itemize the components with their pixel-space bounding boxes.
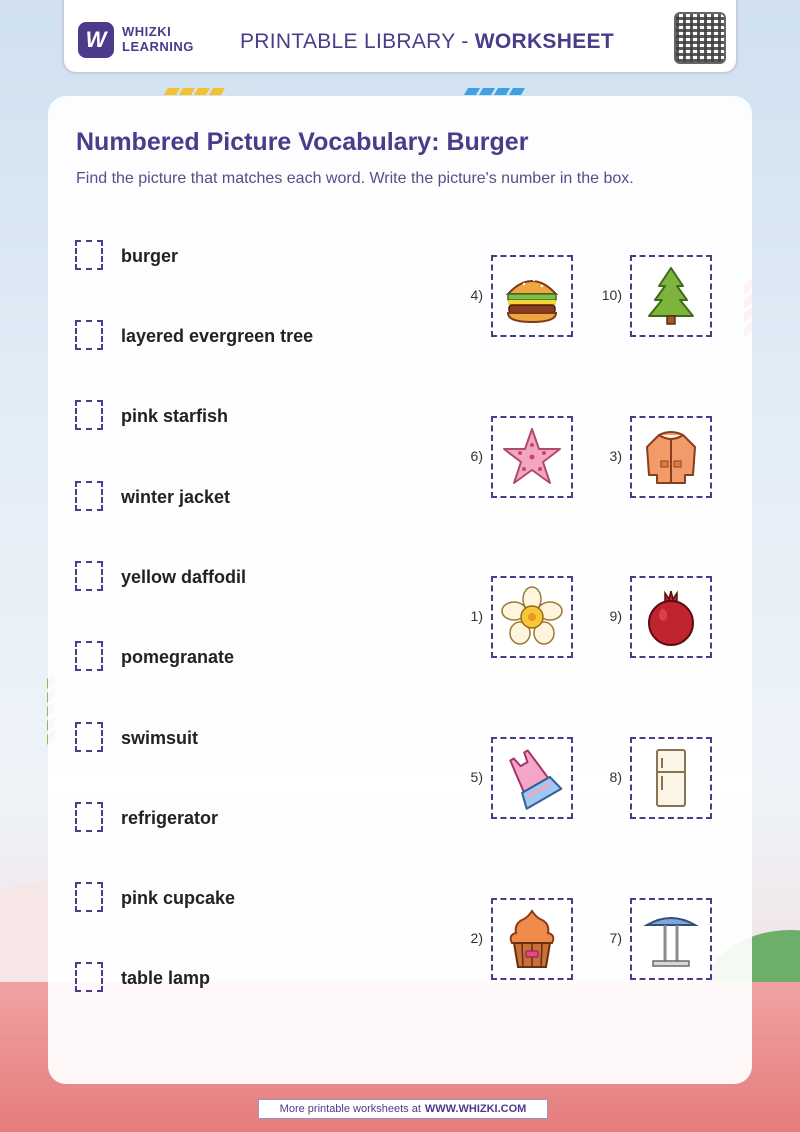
word-label: burger bbox=[121, 246, 179, 266]
answer-box[interactable] bbox=[75, 561, 103, 591]
picture-number: 7) bbox=[609, 930, 622, 946]
picture-card bbox=[470, 255, 573, 337]
swimsuit-icon bbox=[500, 746, 564, 810]
cupcake-icon bbox=[500, 907, 564, 971]
yellow-stripes-decoration bbox=[166, 82, 226, 90]
word-label: yellow daffodil bbox=[121, 567, 247, 587]
word-label: layered evergreen tree bbox=[121, 326, 314, 346]
answer-box[interactable] bbox=[75, 400, 103, 430]
picture-number: 9) bbox=[609, 608, 622, 624]
picture-card bbox=[470, 416, 573, 498]
starfish-icon bbox=[500, 425, 564, 489]
lamp-icon bbox=[639, 907, 703, 971]
picture-card bbox=[609, 416, 712, 498]
picture-number: 6) bbox=[470, 448, 483, 464]
picture-card bbox=[609, 898, 712, 980]
picture-number: 3) bbox=[609, 448, 622, 464]
word-label: pomegranate bbox=[121, 647, 235, 667]
word-label: winter jacket bbox=[121, 487, 231, 507]
picture-card bbox=[470, 898, 573, 980]
picture-card bbox=[609, 737, 712, 819]
answer-box[interactable] bbox=[75, 481, 103, 511]
tree-icon bbox=[639, 264, 703, 328]
daffodil-icon bbox=[500, 585, 564, 649]
picture-number: 2) bbox=[470, 930, 483, 946]
word-label: table lamp bbox=[121, 968, 211, 988]
refrigerator-icon bbox=[639, 746, 703, 810]
picture-number: 8) bbox=[609, 769, 622, 785]
answer-box[interactable] bbox=[75, 320, 103, 350]
brand-name: WHIZKI LEARNING bbox=[122, 24, 194, 54]
header-title: PRINTABLE LIBRARY - WORKSHEET bbox=[240, 30, 614, 53]
picture-number: 10) bbox=[601, 287, 622, 303]
footer-text: More printable worksheets at bbox=[279, 1103, 421, 1115]
worksheet-title: Numbered Picture Vocabulary: Burger bbox=[76, 128, 529, 156]
word-label: swimsuit bbox=[121, 728, 199, 748]
answer-box[interactable] bbox=[75, 722, 103, 752]
word-label: pink starfish bbox=[121, 406, 229, 426]
answer-box[interactable] bbox=[75, 802, 103, 832]
qr-code-icon bbox=[674, 12, 726, 64]
burger-icon bbox=[500, 264, 564, 328]
word-label: refrigerator bbox=[121, 808, 219, 828]
pomegranate-icon bbox=[639, 585, 703, 649]
jacket-icon bbox=[639, 425, 703, 489]
blue-stripes-decoration bbox=[466, 82, 526, 90]
word-label: pink cupcake bbox=[121, 888, 236, 908]
picture-card bbox=[601, 255, 712, 337]
whizki-logo: W bbox=[78, 22, 114, 58]
picture-number: 1) bbox=[470, 608, 483, 624]
picture-card bbox=[470, 737, 573, 819]
answer-box[interactable] bbox=[75, 962, 103, 992]
picture-card bbox=[609, 576, 712, 658]
picture-card bbox=[470, 576, 573, 658]
footer-banner bbox=[258, 1099, 548, 1119]
picture-number: 5) bbox=[470, 769, 483, 785]
answer-box[interactable] bbox=[75, 882, 103, 912]
answer-box[interactable] bbox=[75, 240, 103, 270]
page-header bbox=[62, 0, 738, 74]
picture-number: 4) bbox=[470, 287, 483, 303]
footer-link[interactable]: WWW.WHIZKI.COM bbox=[424, 1103, 527, 1115]
worksheet-instructions: Find the picture that matches each word. Write the picture's number in the box. bbox=[76, 170, 634, 187]
answer-box[interactable] bbox=[75, 641, 103, 671]
